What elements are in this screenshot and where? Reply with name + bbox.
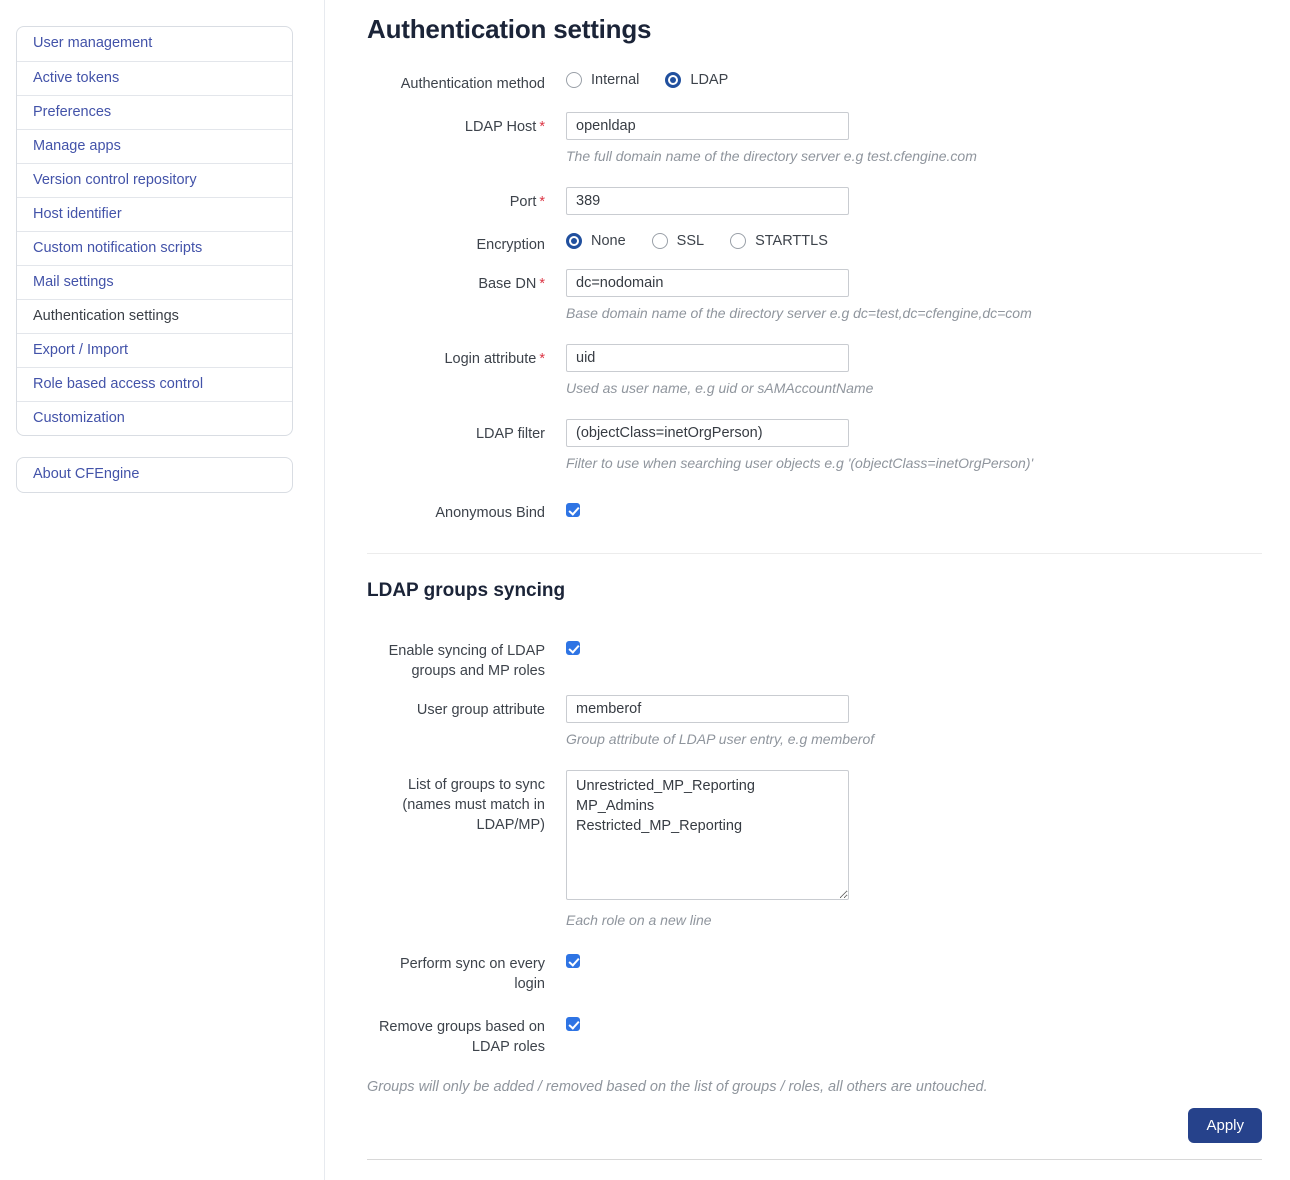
user-group-attribute-help: Group attribute of LDAP user entry, e.g memberof (566, 731, 875, 747)
groups-list-help: Each role on a new line (566, 912, 712, 928)
ldap-groups-syncing-title: LDAP groups syncing (367, 580, 566, 601)
sidebar-item-mail-settings[interactable]: Mail settings (17, 265, 292, 299)
radio-none-label: None (591, 233, 626, 249)
required-asterisk: * (539, 194, 545, 210)
login-attribute-label (367, 344, 545, 369)
encryption-label: Encryption (476, 237, 545, 253)
remove-groups-row (367, 1012, 1262, 1057)
sidebar-item-custom-notification-scripts[interactable]: Custom notification scripts (17, 231, 292, 265)
sidebar-item-authentication-settings[interactable]: Authentication settings (17, 299, 292, 333)
bottom-divider (367, 1159, 1262, 1160)
auth-method-label: Authentication method (400, 76, 545, 92)
required-asterisk: * (539, 119, 545, 135)
settings-menu (16, 26, 293, 436)
enable-sync-checkbox[interactable] (566, 641, 580, 655)
settings-sidebar (0, 0, 325, 1180)
user-group-attribute-input[interactable] (566, 695, 849, 723)
ldap-filter-help: Filter to use when searching user objects e.g '(objectClass=inetOrgPerson)' (566, 455, 1034, 471)
enable-sync-row (367, 636, 1262, 681)
radio-starttls-label: STARTTLS (755, 233, 828, 249)
ldap-host-label-text: LDAP Host (464, 119, 537, 135)
auth-method-internal-option[interactable] (566, 72, 639, 88)
auth-method-ldap-option[interactable] (665, 72, 728, 88)
apply-button[interactable]: Apply (1188, 1108, 1262, 1143)
required-asterisk: * (539, 351, 545, 367)
ldap-host-row (367, 112, 1262, 165)
required-asterisk: * (539, 276, 545, 292)
remove-groups-checkbox[interactable] (566, 1017, 580, 1031)
ldap-filter-row (367, 419, 1262, 472)
sidebar-item-about-cfengine[interactable]: About CFEngine (33, 466, 140, 482)
ldap-host-input[interactable] (566, 112, 849, 140)
radio-internal[interactable] (566, 72, 582, 88)
radio-ldap[interactable] (665, 72, 681, 88)
base-dn-input[interactable] (566, 269, 849, 297)
groups-list-label: List of groups to sync (names must match in LDAP/MP) (402, 777, 545, 833)
encryption-ssl-option[interactable] (652, 233, 704, 249)
section-divider (367, 553, 1262, 554)
enable-sync-label: Enable syncing of LDAP groups and MP roles (388, 643, 545, 679)
perform-sync-checkbox[interactable] (566, 954, 580, 968)
ldap-host-label (367, 112, 545, 137)
login-attribute-row (367, 344, 1262, 397)
ldap-filter-input[interactable] (566, 419, 849, 447)
remove-groups-label: Remove groups based on LDAP roles (378, 1019, 545, 1055)
radio-internal-label: Internal (591, 72, 640, 88)
port-row (367, 187, 1262, 215)
auth-method-row (367, 69, 1262, 94)
sidebar-item-export-import[interactable]: Export / Import (17, 333, 292, 367)
encryption-radio-group (566, 230, 828, 249)
base-dn-label (367, 269, 545, 294)
encryption-none-option[interactable] (566, 233, 626, 249)
login-attribute-help: Used as user name, e.g uid or sAMAccountName (566, 380, 874, 396)
user-group-attribute-row (367, 695, 1262, 748)
groups-list-textarea[interactable] (566, 770, 849, 900)
radio-ssl[interactable] (652, 233, 668, 249)
about-box (16, 457, 293, 493)
login-attribute-input[interactable] (566, 344, 849, 372)
login-attribute-label-text: Login attribute (444, 351, 537, 367)
port-label (367, 187, 545, 212)
sidebar-item-version-control-repository[interactable]: Version control repository (17, 163, 292, 197)
sidebar-item-manage-apps[interactable]: Manage apps (17, 129, 292, 163)
apply-row (367, 1108, 1262, 1143)
anonymous-bind-checkbox[interactable] (566, 503, 580, 517)
port-label-text: Port (509, 194, 537, 210)
anonymous-bind-row (367, 498, 1262, 523)
base-dn-row (367, 269, 1262, 322)
radio-none[interactable] (566, 233, 582, 249)
anonymous-bind-label: Anonymous Bind (435, 505, 545, 521)
encryption-row (367, 230, 1262, 255)
perform-sync-row (367, 949, 1262, 994)
main-content (325, 0, 1290, 1180)
encryption-starttls-option[interactable] (730, 233, 828, 249)
auth-method-radio-group (566, 69, 728, 88)
perform-sync-label: Perform sync on every login (399, 956, 545, 992)
base-dn-help: Base domain name of the directory server e.g dc=test,dc=cfengine,dc=com (566, 305, 1032, 321)
sidebar-item-user-management[interactable]: User management (33, 35, 153, 51)
radio-ssl-label: SSL (676, 233, 705, 249)
ldap-host-help: The full domain name of the directory server e.g test.cfengine.com (566, 148, 977, 164)
page-title: Authentication settings (367, 14, 652, 44)
sidebar-item-preferences[interactable]: Preferences (17, 95, 292, 129)
port-input[interactable] (566, 187, 849, 215)
groups-list-row (367, 770, 1262, 929)
sidebar-item-active-tokens[interactable]: Active tokens (17, 61, 292, 95)
radio-ldap-label: LDAP (690, 72, 729, 88)
sidebar-item-host-identifier[interactable]: Host identifier (17, 197, 292, 231)
groups-sync-note: Groups will only be added / removed based on the list of groups / roles, all others are untouched. (367, 1079, 988, 1095)
sidebar-item-role-based-access-control[interactable]: Role based access control (17, 367, 292, 401)
user-group-attribute-label: User group attribute (416, 702, 545, 718)
sidebar-item-customization[interactable]: Customization (17, 401, 292, 435)
ldap-filter-label: LDAP filter (475, 426, 545, 442)
base-dn-label-text: Base DN (478, 276, 537, 292)
radio-starttls[interactable] (730, 233, 746, 249)
